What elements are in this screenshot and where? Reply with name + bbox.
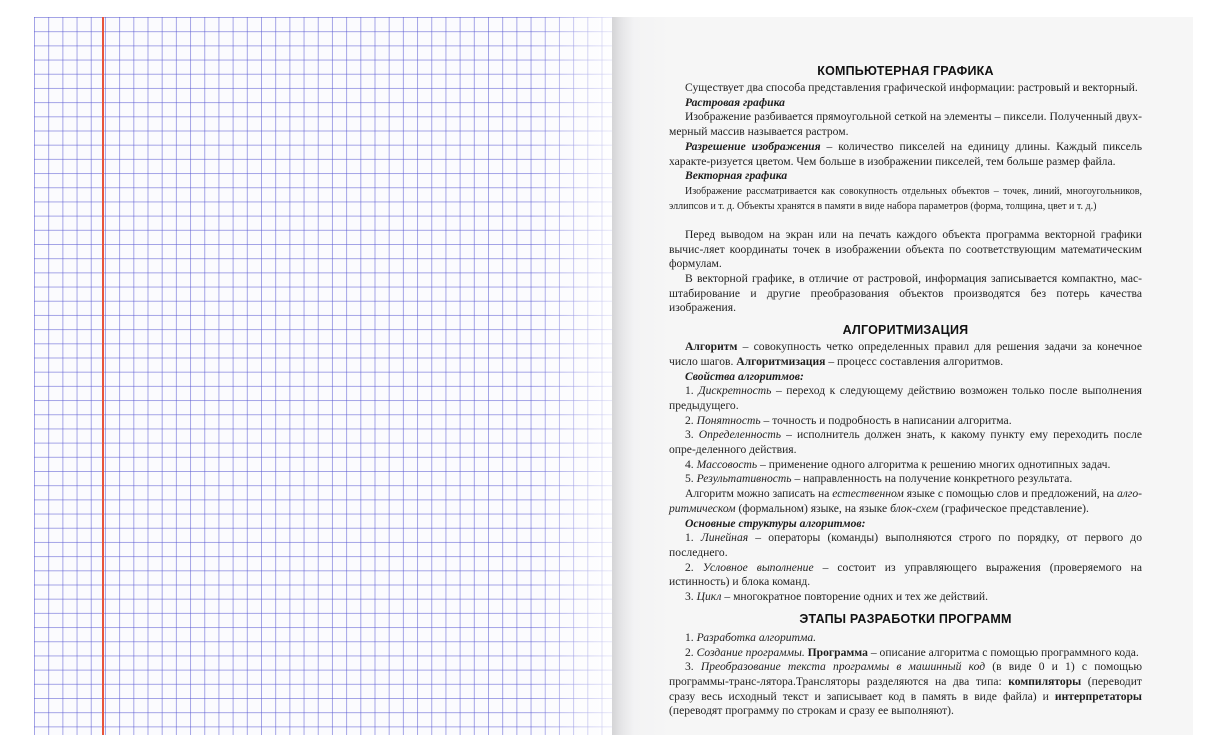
- vector-heading: Векторная графика: [685, 169, 788, 183]
- algorithm-term: Алгоритм: [685, 340, 738, 354]
- grid-page: [34, 17, 612, 735]
- resolution-text: – количество пикселей на единицу длины. Каждый пиксель характе-ризуется цветом. Чем больше в изображении пикселей, тем больше размер файла.: [669, 139, 1142, 168]
- vector-text: Изображение рассматривается как совокупность отдельных объектов – точек, линий, многоугольников, эллипсов и т. д. Объекты хранятся в памяти в виде набора параметров (форма, толщина, цвет и т. д.): [669, 185, 1142, 212]
- vector-para-1: Перед выводом на экран или на печать каждого объекта программа векторной графики вычис-ляет координаты точек в изображении объекта по соответствующим математическим формулам.: [669, 227, 1142, 271]
- structures-heading: Основные структуры алгоритмов:: [685, 516, 866, 530]
- page-content: [669, 61, 1142, 719]
- algorithmization-term: Алгоритмизация: [736, 354, 826, 368]
- algorithm-notation: Алгоритм можно записать на естественном языке с помощью слов и предложений, на алго-ритмическом (формальном) языке, на языке блок-схем (графическое представление).: [669, 487, 1142, 515]
- resolution-term: Разрешение изображения: [685, 139, 821, 153]
- stage-item: 2. Создание программы. Программа – описание алгоритма с помощью программного кода.: [685, 645, 1139, 659]
- section-title-algorithms: АЛГОРИТМИЗАЦИЯ: [842, 323, 969, 338]
- stage-item: 1. Разработка алгоритма.: [685, 630, 817, 644]
- resolution-paragraph: [669, 140, 1142, 169]
- property-item: 4. Массовость – применение одного алгоритма к решению многих однотипных задач.: [685, 457, 1111, 471]
- algorithmization-text: – процесс составления алгоритмов.: [825, 354, 1004, 368]
- section-title-graphics: КОМПЬЮТЕРНАЯ ГРАФИКА: [817, 64, 994, 78]
- algorithm-definition: [669, 340, 1142, 369]
- property-item: 3. Определенность – исполнитель должен знать, к какому пункту ему переходить после опре-деленного действия.: [669, 428, 1143, 457]
- margin-line: [102, 17, 104, 735]
- property-item: 2. Понятность – точность и подробность в написании алгоритма.: [685, 413, 1012, 427]
- page-gutter: [532, 17, 612, 735]
- text-page: [612, 17, 1193, 735]
- notebook-spread: [34, 17, 1193, 735]
- raster-text: Изображение разбивается прямоугольной сеткой на элементы – пиксели. Полученный двух-мерный массив называется растром.: [669, 110, 1142, 139]
- algorithm-def-text: – совокупность четко определенных правил для решения задачи за конечное число шагов.: [669, 340, 1142, 368]
- vector-para-2: В векторной графике, в отличие от растровой, информация записывается компактно, мас-штабирование и другие преобразования объектов производятся без потерь качества изображения.: [669, 272, 1142, 315]
- properties-heading: Свойства алгоритмов:: [685, 369, 804, 383]
- structure-item: 2. Условное выполнение – состоит из управляющего выражения (проверяемого на истинность) и блока команд.: [669, 560, 1143, 589]
- section-title-development: ЭТАПЫ РАЗРАБОТКИ ПРОГРАММ: [799, 611, 1012, 626]
- stage-item: 3. Преобразование текста программы в машинный код (в виде 0 и 1) с помощью программы-транс-лятора.Трансляторы разделяются на два типа: компиляторы (переводит сразу весь исходный текст и записывает код в память в виде файла) и интерпретаторы (переводят программу по строкам и сразу ее выполняют).: [669, 660, 1142, 718]
- structure-item: 1. Линейная – операторы (команды) выполняются строго по порядку, от первого до последнего.: [669, 531, 1142, 559]
- structure-item: 3. Цикл – многократное повторение одних и тех же действий.: [685, 590, 988, 604]
- property-item: 1. Дискретность – переход к следующему действию возможен только после выполнения предыдущего.: [669, 384, 1143, 412]
- raster-heading: Растровая графика: [685, 95, 785, 109]
- property-item: 5. Результативность – направленность на получение конкретного результата.: [685, 472, 1073, 486]
- graphics-intro: Существует два способа представления графической информации: растровый и векторный.: [685, 81, 1138, 94]
